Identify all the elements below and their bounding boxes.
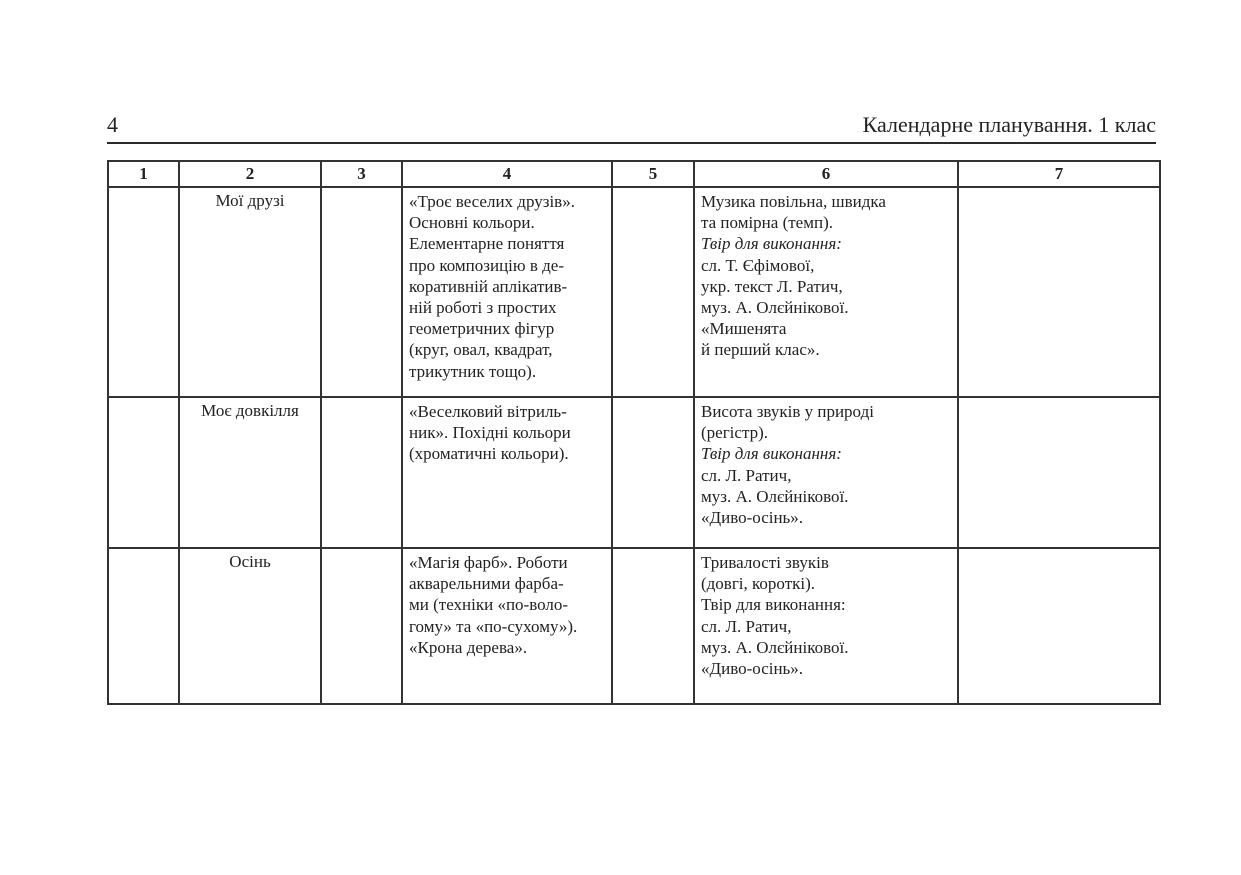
text-line: укр. текст Л. Ратич, (701, 276, 843, 296)
column-header: 7 (958, 161, 1160, 187)
table-cell (108, 397, 179, 548)
table-cell (321, 548, 402, 704)
table-cell (612, 187, 694, 397)
music-content-cell (694, 187, 958, 397)
table-cell (958, 187, 1160, 397)
text-line: про композицію в де- (409, 255, 564, 275)
text-line: сл. Л. Ратич, (701, 616, 792, 636)
topic-cell: Мої друзі (179, 187, 321, 397)
text-line-italic: Твір для виконання: (701, 234, 842, 254)
text-line: Музика повільна, швидка (701, 192, 886, 211)
text-line-italic: Твір для виконання: (701, 444, 842, 464)
calendar-plan-table (107, 160, 1161, 705)
text-line: «Диво-осінь». (701, 659, 804, 679)
table-cell (108, 548, 179, 704)
text-line: ми (техніки «по-воло- (409, 595, 569, 615)
table-row (108, 548, 1160, 704)
column-header: 2 (179, 161, 321, 187)
header-rule (107, 142, 1156, 144)
text-line: Твір для виконання: (701, 595, 846, 615)
table-cell (612, 548, 694, 704)
column-header: 3 (321, 161, 402, 187)
art-content-cell (402, 548, 612, 704)
art-content-cell (402, 187, 612, 397)
text-line: сл. Л. Ратич, (701, 465, 792, 485)
text-line: «Троє веселих друзів». (409, 192, 575, 211)
table-cell (108, 187, 179, 397)
text-line: гому» та «по-сухому»). (409, 616, 578, 636)
text-line: сл. Т. Єфімової, (701, 255, 815, 275)
page-header (107, 112, 1156, 138)
running-title: Календарне планування. 1 клас (862, 112, 1156, 137)
column-header: 5 (612, 161, 694, 187)
text-line: й перший клас». (701, 340, 820, 360)
text-line: (регістр). (701, 423, 768, 443)
text-line: Елементарне поняття (409, 234, 565, 254)
text-line: «Крона дерева». (409, 637, 528, 657)
text-line: «Мишенята (701, 319, 787, 339)
text-line: геометричних фігур (409, 319, 555, 339)
table-cell (321, 187, 402, 397)
text-line: муз. А. Олєйнікової. (701, 486, 849, 506)
text-line: муз. А. Олєйнікової. (701, 637, 849, 657)
music-content-cell (694, 548, 958, 704)
text-line: муз. А. Олєйнікової. (701, 298, 849, 318)
table-row (108, 397, 1160, 548)
topic-cell: Моє довкілля (179, 397, 321, 548)
text-line: та помірна (темп). (701, 213, 833, 233)
text-line: «Диво-осінь». (701, 508, 804, 528)
column-header: 6 (694, 161, 958, 187)
column-header: 4 (402, 161, 612, 187)
page-number: 4 (107, 112, 118, 137)
text-line: коративній аплікатив- (409, 276, 568, 296)
text-line: ник». Похідні кольори (409, 423, 571, 443)
music-content-cell (694, 397, 958, 548)
column-header: 1 (108, 161, 179, 187)
table-row (108, 187, 1160, 397)
text-line: Висота звуків у природі (701, 402, 874, 421)
table-cell (958, 397, 1160, 548)
table-cell (958, 548, 1160, 704)
text-line: Тривалості звуків (701, 553, 829, 572)
text-line: трикутник тощо). (409, 361, 537, 381)
text-line: (довгі, короткі). (701, 574, 816, 594)
column-number-row (108, 161, 1160, 187)
table-cell (612, 397, 694, 548)
text-line: Основні кольори. (409, 213, 535, 233)
text-line: «Веселковий вітриль- (409, 402, 567, 421)
table-cell (321, 397, 402, 548)
text-line: (хроматичні кольори). (409, 444, 569, 464)
text-line: ній роботі з простих (409, 298, 557, 318)
art-content-cell (402, 397, 612, 548)
text-line: акварельними фарба- (409, 574, 564, 594)
text-line: «Магія фарб». Роботи (409, 553, 568, 572)
text-line: (круг, овал, квадрат, (409, 340, 553, 360)
topic-cell: Осінь (179, 548, 321, 704)
